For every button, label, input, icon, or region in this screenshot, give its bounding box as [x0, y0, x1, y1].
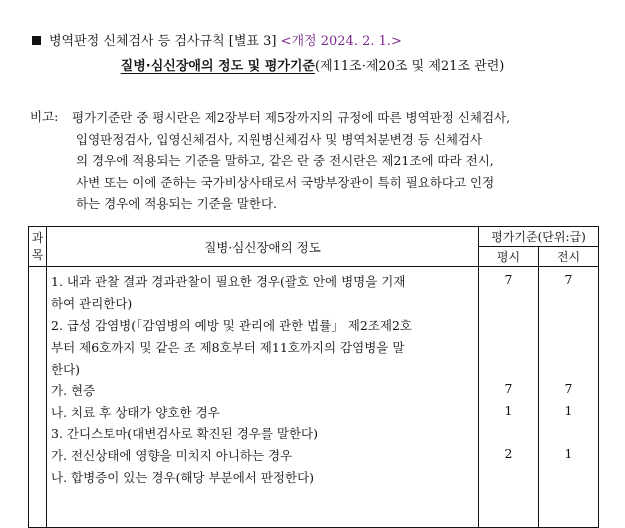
wartime-grade: 7 [564, 272, 573, 287]
category-cell [29, 267, 47, 528]
description-cell [47, 267, 479, 528]
evaluation-table [28, 226, 599, 528]
note-label: 비고: [30, 109, 59, 124]
note-line: 사변 또는 이에 준하는 국가비상사태로서 국방부장관이 특히 필요하다고 인정 [76, 174, 495, 190]
wartime-cell [539, 267, 599, 528]
entry-text: 나. 치료 후 상태가 양호한 경우 [51, 405, 220, 420]
note-body [72, 107, 592, 215]
entry-text: 가. 전신상태에 영향을 미치지 아니하는 경우 [51, 448, 293, 463]
entry-text: 3. 간디스토마(대변검사로 확진된 경우를 말한다) [51, 426, 318, 441]
title-suffix: (제11조·제20조 및 제21조 관련) [315, 59, 505, 74]
header-standard: 평가기준(단위:급) [479, 227, 599, 247]
entry-text: 1. 내과 관찰 결과 경과관찰이 필요한 경우(괄호 안에 병명을 기재 [51, 274, 406, 289]
note-line: 입영판정검사, 입영신체검사, 지원병신체검사 및 병역처분변경 등 신체검사 [76, 131, 483, 147]
table-body-row [29, 267, 599, 528]
note-line: 하는 경우에 적용되는 기준을 말한다. [76, 196, 277, 211]
document-title [0, 55, 625, 74]
entry-text: 가. 현증 [51, 383, 96, 398]
header-peacetime: 평시 [479, 247, 539, 267]
wartime-grade: 1 [564, 403, 573, 418]
title-main: 질병·심신장애의 정도 및 평가기준 [120, 59, 315, 74]
entry-text: 2. 급성 감염병(「감염병의 예방 및 관리에 관한 법률」 제2조제2호 [51, 318, 412, 333]
peacetime-grade: 1 [504, 403, 513, 418]
regulation-title: 병역판정 신체검사 등 검사규칙 [별표 3] [49, 34, 277, 49]
entry-text: 한다) [51, 362, 81, 377]
entry-text: 부터 제6호까지 및 같은 조 제8호부터 제11호까지의 감염병을 말 [51, 340, 405, 355]
entry-text: 하여 관리한다) [51, 296, 133, 311]
revision-date: <개정 2024. 2. 1.> [280, 34, 402, 49]
header-category-text: 과 목 [31, 230, 44, 262]
header-description: 질병·심신장애의 정도 [47, 227, 479, 267]
header-wartime: 전시 [539, 247, 599, 267]
note-line: 평가기준란 중 평시란은 제2장부터 제5장까지의 규정에 따른 병역판정 신체검사, [72, 110, 511, 125]
wartime-grade: 7 [564, 381, 573, 396]
peacetime-cell [479, 267, 539, 528]
entry-text: 나. 합병증이 있는 경우(해당 부분에서 판정한다) [51, 470, 315, 485]
header-category [29, 227, 47, 267]
peacetime-grade: 7 [504, 272, 513, 287]
black-square-icon [32, 36, 41, 45]
document-header [32, 30, 402, 49]
note-line: 의 경우에 적용되는 기준을 말하고, 같은 란 중 전시란은 제21조에 따라 전시, [76, 153, 494, 168]
peacetime-grade: 2 [504, 446, 513, 461]
wartime-grade: 1 [564, 446, 573, 461]
peacetime-grade: 7 [504, 381, 513, 396]
